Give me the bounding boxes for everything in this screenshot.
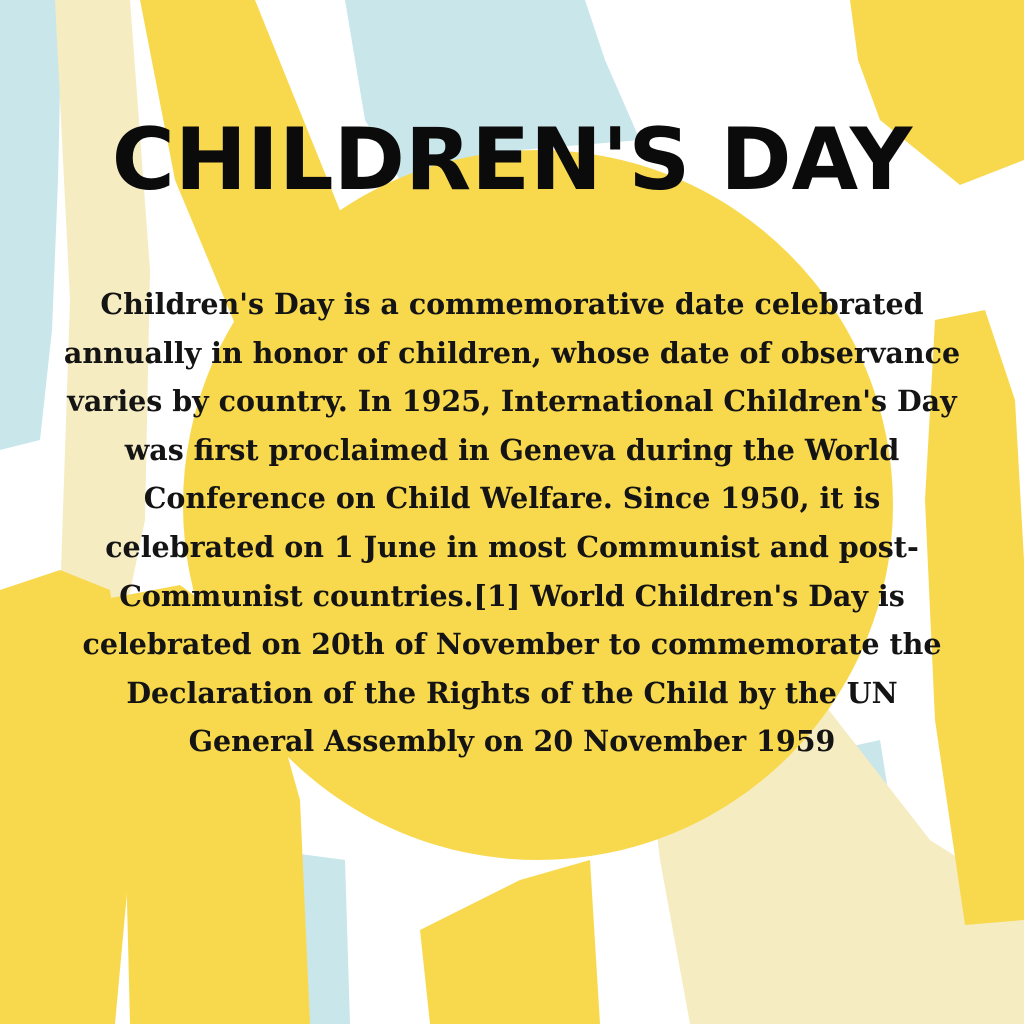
blue-stroke-left xyxy=(0,0,62,450)
description-text: Children's Day is a commemorative date celebrated annually in honor of children, whose date of observance varies by country. In 1925, International Children's Day was first proclaimed in Geneva during the World Conference on Child Welfare. Since 1950, it is celebrated on 1 June in most Communist and post-Communist countries.[1] World Children's Day is celebrated on 20th of November to commemorate the Declaration of the Rights of the Child by the UN General Assembly on 20 November 1959 xyxy=(63,287,961,759)
yellow-stroke-bottom-center xyxy=(420,860,600,1024)
page-title: CHILDREN'S DAY xyxy=(111,110,913,210)
